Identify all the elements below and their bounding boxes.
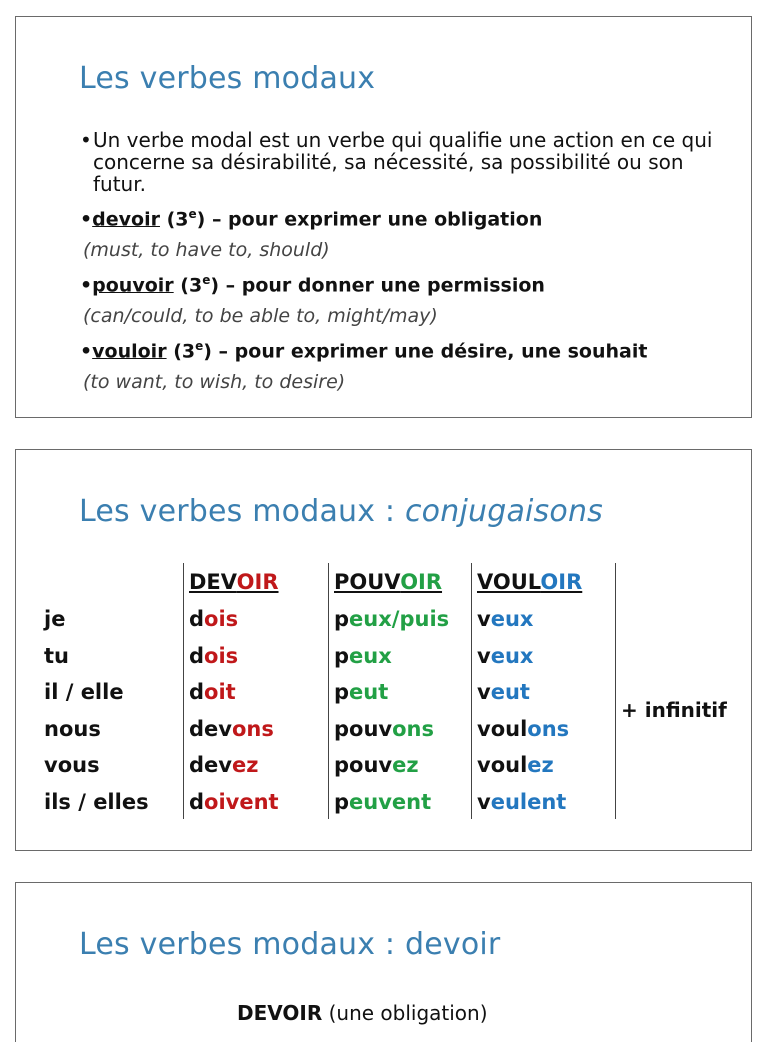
- verb-group-sup: e: [202, 273, 211, 287]
- conjugation-devoir: doit: [189, 680, 236, 704]
- pronoun: nous: [44, 716, 101, 741]
- pronoun: il / elle: [44, 680, 124, 704]
- bullet-marker: •: [80, 340, 93, 363]
- header-devoir: DEVOIR: [189, 570, 279, 594]
- column-divider: [471, 563, 472, 819]
- conjugation-devoir: dois: [189, 607, 239, 631]
- verb-group-sup: e: [188, 207, 197, 221]
- verb-purpose: ) – pour exprimer une désire, une souhait: [203, 340, 648, 363]
- verb-devoir-translation: (must, to have to, should): [83, 239, 330, 261]
- slide-conjugations: [15, 449, 752, 851]
- verb-word: vouloir: [92, 340, 167, 363]
- pronoun: ils / elles: [44, 789, 149, 814]
- conjugation-pouvoir: peut: [334, 680, 389, 704]
- bullet-marker: •: [80, 274, 93, 297]
- slide-title: Les verbes modaux: [79, 61, 376, 96]
- conjugation-pouvoir: peux: [334, 643, 392, 668]
- verb-pouvoir-translation: (can/could, to be able to, might/may): [83, 305, 438, 327]
- conjugation-vouloir: veux: [477, 643, 534, 668]
- verb-group-sup: e: [195, 339, 204, 353]
- verb-purpose: ) – pour exprimer une obligation: [196, 208, 543, 231]
- verb-pouvoir-line: [80, 273, 545, 296]
- conjugation-vouloir: voulons: [477, 716, 570, 741]
- conjugation-pouvoir: pouvez: [334, 753, 419, 777]
- slide-modal-verbs-intro: [15, 16, 752, 418]
- bullet-marker: •: [80, 208, 93, 231]
- header-vouloir: VOULOIR: [477, 570, 583, 594]
- column-divider: [615, 563, 616, 819]
- conjugation-devoir: devez: [189, 753, 259, 777]
- verb-word: pouvoir: [92, 274, 174, 297]
- pronoun: vous: [44, 753, 100, 777]
- column-divider: [328, 563, 329, 819]
- column-divider: [183, 563, 184, 819]
- verb-group: (3: [173, 340, 196, 363]
- conjugation-pouvoir: pouvons: [334, 716, 434, 741]
- verb-word: devoir: [92, 208, 160, 231]
- intro-text: Un verbe modal est un verbe qui qualifie une action en ce qui concerne sa désirabilité, sa nécessité, sa possibilité ou son futur.: [93, 128, 713, 196]
- slide-title: Les verbes modaux : devoir: [79, 927, 501, 962]
- slide-devoir: [15, 882, 752, 1042]
- bullet-marker: •: [80, 128, 92, 152]
- conjugation-vouloir: veulent: [477, 789, 567, 814]
- title-italic: conjugaisons: [404, 494, 603, 529]
- conjugation-vouloir: veut: [477, 680, 530, 704]
- verb-group: (3: [166, 208, 189, 231]
- verb-purpose: ) – pour donner une permission: [210, 274, 545, 297]
- conjugation-devoir: dois: [189, 643, 239, 668]
- conjugation-pouvoir: peux/puis: [334, 607, 450, 631]
- conjugation-pouvoir: peuvent: [334, 789, 432, 814]
- conjugation-vouloir: veux: [477, 607, 534, 631]
- title-main: Les verbes modaux :: [79, 494, 405, 529]
- verb-vouloir-translation: (to want, to wish, to desire): [83, 371, 346, 393]
- conjugation-devoir: devons: [189, 716, 274, 741]
- slide-title: [79, 494, 603, 529]
- pronoun: tu: [44, 643, 69, 668]
- devoir-subtitle: DEVOIR (une obligation): [237, 1001, 488, 1025]
- conjugation-devoir: doivent: [189, 789, 279, 814]
- verb-group: (3: [180, 274, 203, 297]
- verb-devoir-line: [80, 207, 542, 230]
- conjugation-vouloir: voulez: [477, 753, 554, 777]
- header-pouvoir: POUVOIR: [334, 570, 443, 594]
- intro-bullet: [80, 129, 740, 195]
- verb-vouloir-line: [80, 339, 647, 362]
- plus-infinitif: + infinitif: [621, 698, 727, 722]
- pronoun: je: [44, 607, 66, 631]
